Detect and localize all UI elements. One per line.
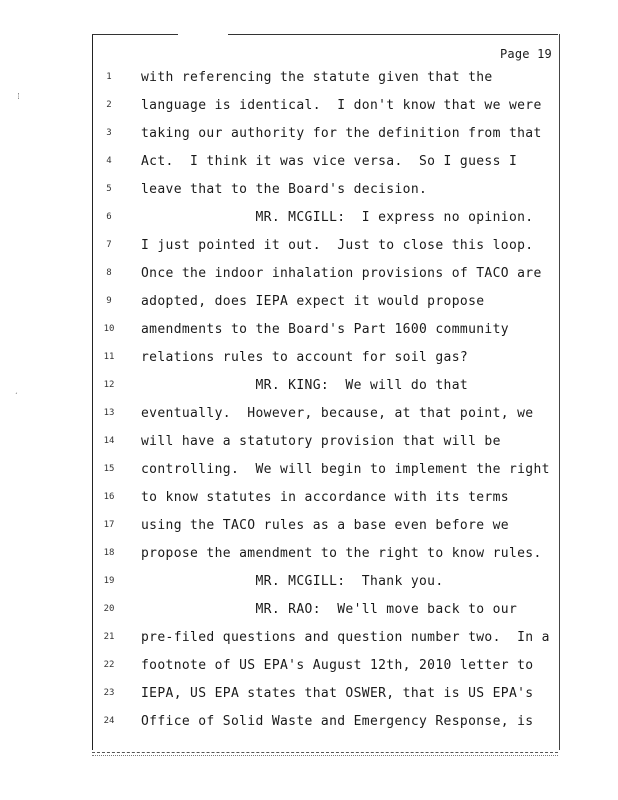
line-number: 20 bbox=[103, 604, 115, 614]
bottom-rule bbox=[92, 752, 558, 753]
top-rule-gap bbox=[178, 31, 228, 37]
transcript-line: Office of Solid Waste and Emergency Response, is bbox=[141, 714, 534, 729]
line-number: 1 bbox=[106, 72, 112, 82]
transcript-line: MR. MCGILL: I express no opinion. bbox=[141, 210, 534, 225]
transcript-line: to know statutes in accordance with its terms bbox=[141, 490, 509, 505]
transcript-line: footnote of US EPA's August 12th, 2010 letter to bbox=[141, 658, 534, 673]
line-number: 17 bbox=[103, 520, 115, 530]
line-number: 9 bbox=[106, 296, 112, 306]
line-number: 18 bbox=[103, 548, 115, 558]
transcript-line: I just pointed it out. Just to close this loop. bbox=[141, 238, 534, 253]
line-number: 8 bbox=[106, 268, 112, 278]
transcript-line: pre-filed questions and question number two. In a bbox=[141, 630, 550, 645]
transcript-line: language is identical. I don't know that we were bbox=[141, 98, 542, 113]
line-number: 21 bbox=[103, 632, 115, 642]
line-number: 7 bbox=[106, 240, 112, 250]
transcript-line: leave that to the Board's decision. bbox=[141, 182, 428, 197]
scan-speck: ⁞ bbox=[16, 92, 21, 101]
line-number: 5 bbox=[106, 184, 112, 194]
bottom-rule-dotted bbox=[92, 755, 558, 756]
line-number: 19 bbox=[103, 576, 115, 586]
line-number: 24 bbox=[103, 716, 115, 726]
line-number: 15 bbox=[103, 464, 115, 474]
line-number: 23 bbox=[103, 688, 115, 698]
transcript-line: adopted, does IEPA expect it would propose bbox=[141, 294, 485, 309]
transcript-line: propose the amendment to the right to know rules. bbox=[141, 546, 542, 561]
line-number: 3 bbox=[106, 128, 112, 138]
transcript-line: IEPA, US EPA states that OSWER, that is US EPA's bbox=[141, 686, 534, 701]
transcript-line: controlling. We will begin to implement the right bbox=[141, 462, 550, 477]
line-number: 12 bbox=[103, 380, 115, 390]
line-number: 22 bbox=[103, 660, 115, 670]
line-number: 13 bbox=[103, 408, 115, 418]
transcript-line: using the TACO rules as a base even before we bbox=[141, 518, 509, 533]
line-number: 11 bbox=[103, 352, 115, 362]
top-rule bbox=[92, 34, 558, 35]
line-number: 16 bbox=[103, 492, 115, 502]
transcript-line: eventually. However, because, at that point, we bbox=[141, 406, 534, 421]
transcript-line: relations rules to account for soil gas? bbox=[141, 350, 469, 365]
transcript-line: Act. I think it was vice versa. So I guess I bbox=[141, 154, 518, 169]
transcript-line: MR. RAO: We'll move back to our bbox=[141, 602, 518, 617]
line-number: 2 bbox=[106, 100, 112, 110]
line-number: 4 bbox=[106, 156, 112, 166]
page-number: Page 19 bbox=[500, 47, 552, 61]
transcript-line: with referencing the statute given that the bbox=[141, 70, 493, 85]
transcript-line: will have a statutory provision that will be bbox=[141, 434, 501, 449]
transcript-line: Once the indoor inhalation provisions of TACO are bbox=[141, 266, 542, 281]
transcript-line: MR. MCGILL: Thank you. bbox=[141, 574, 444, 589]
transcript-line: amendments to the Board's Part 1600 community bbox=[141, 322, 509, 337]
transcript-line: MR. KING: We will do that bbox=[141, 378, 469, 393]
scan-speck: ˊ bbox=[14, 392, 19, 401]
line-number: 14 bbox=[103, 436, 115, 446]
transcript-line: taking our authority for the definition from that bbox=[141, 126, 542, 141]
line-number: 10 bbox=[103, 324, 115, 334]
line-number: 6 bbox=[106, 212, 112, 222]
